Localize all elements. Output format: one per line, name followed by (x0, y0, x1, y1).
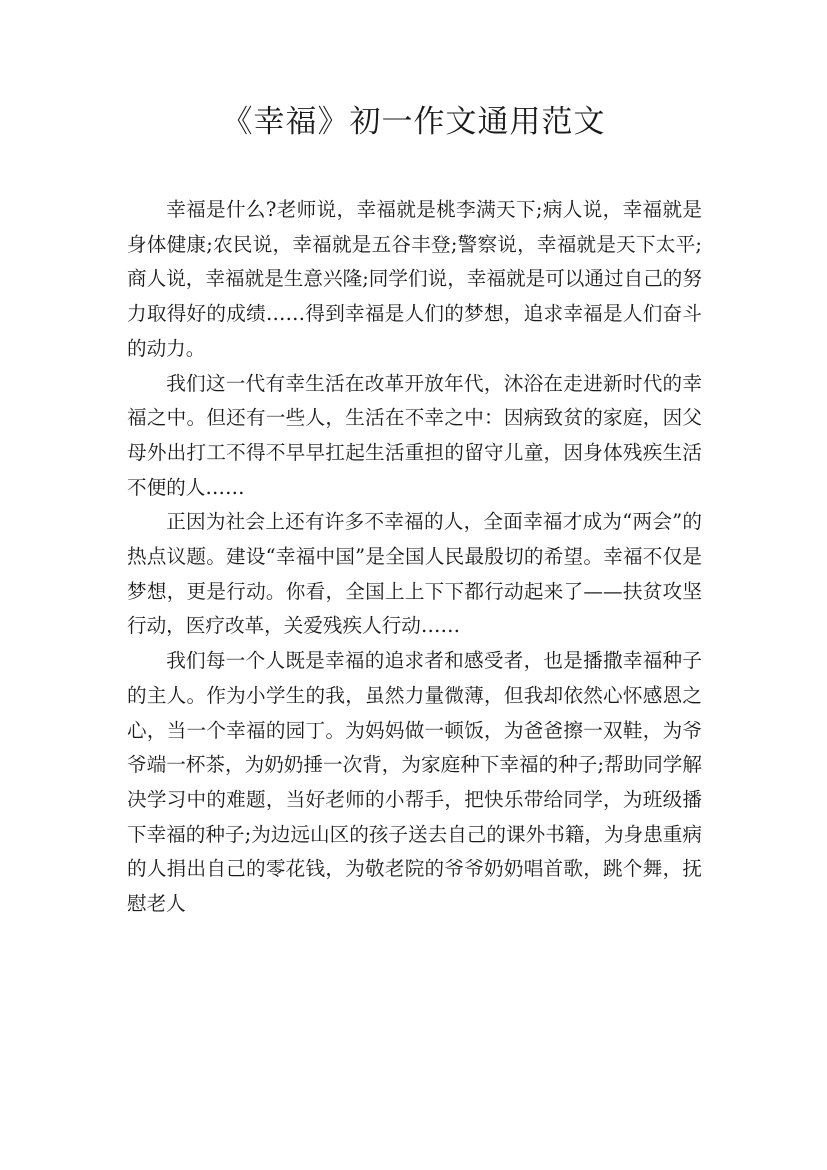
document-title: 《幸福》初一作文通用范文 (221, 104, 606, 140)
paragraph: 我们每一个人既是幸福的追求者和感受者，也是播撒幸福种子的主人。作为小学生的我，虽然力量微薄，但我却依然心怀感恩之心，当一个幸福的园丁。为妈妈做一顿饭，为爸爸擦一双鞋，为爷爷端一杯茶，为奶奶捶一次背，为家庭种下幸福的种子;帮助同学解决学习中的难题，当好老师的小帮手，把快乐带给同学，为班级播下幸福的种子;为边远山区的孩子送去自己的课外书籍，为身患重病的人捐出自己的零花钱，为敬老院的爷爷奶奶唱首歌，跳个舞，抚慰老人 (127, 649, 702, 916)
document-body (127, 193, 702, 922)
paragraph: 我们这一代有幸生活在改革开放年代，沐浴在走进新时代的幸福之中。但还有一些人，生活在不幸之中：因病致贫的家庭，因父母外出打工不得不早早扛起生活重担的留守儿童，因身体残疾生活不便的人…… (127, 371, 702, 499)
paragraph: 正因为社会上还有许多不幸福的人，全面幸福才成为“两会”的热点议题。建设“幸福中国”是全国人民最殷切的希望。幸福不仅是梦想，更是行动。你看，全国上上下下都行动起来了——扶贫攻坚行动，医疗改革，关爱残疾人行动…… (127, 510, 702, 638)
paragraph: 幸福是什么?老师说，幸福就是桃李满天下;病人说，幸福就是身体健康;农民说，幸福就是五谷丰登;警察说，幸福就是天下太平;商人说，幸福就是生意兴隆;同学们说，幸福就是可以通过自己的努力取得好的成绩……得到幸福是人们的梦想，追求幸福是人们奋斗的动力。 (127, 198, 702, 360)
